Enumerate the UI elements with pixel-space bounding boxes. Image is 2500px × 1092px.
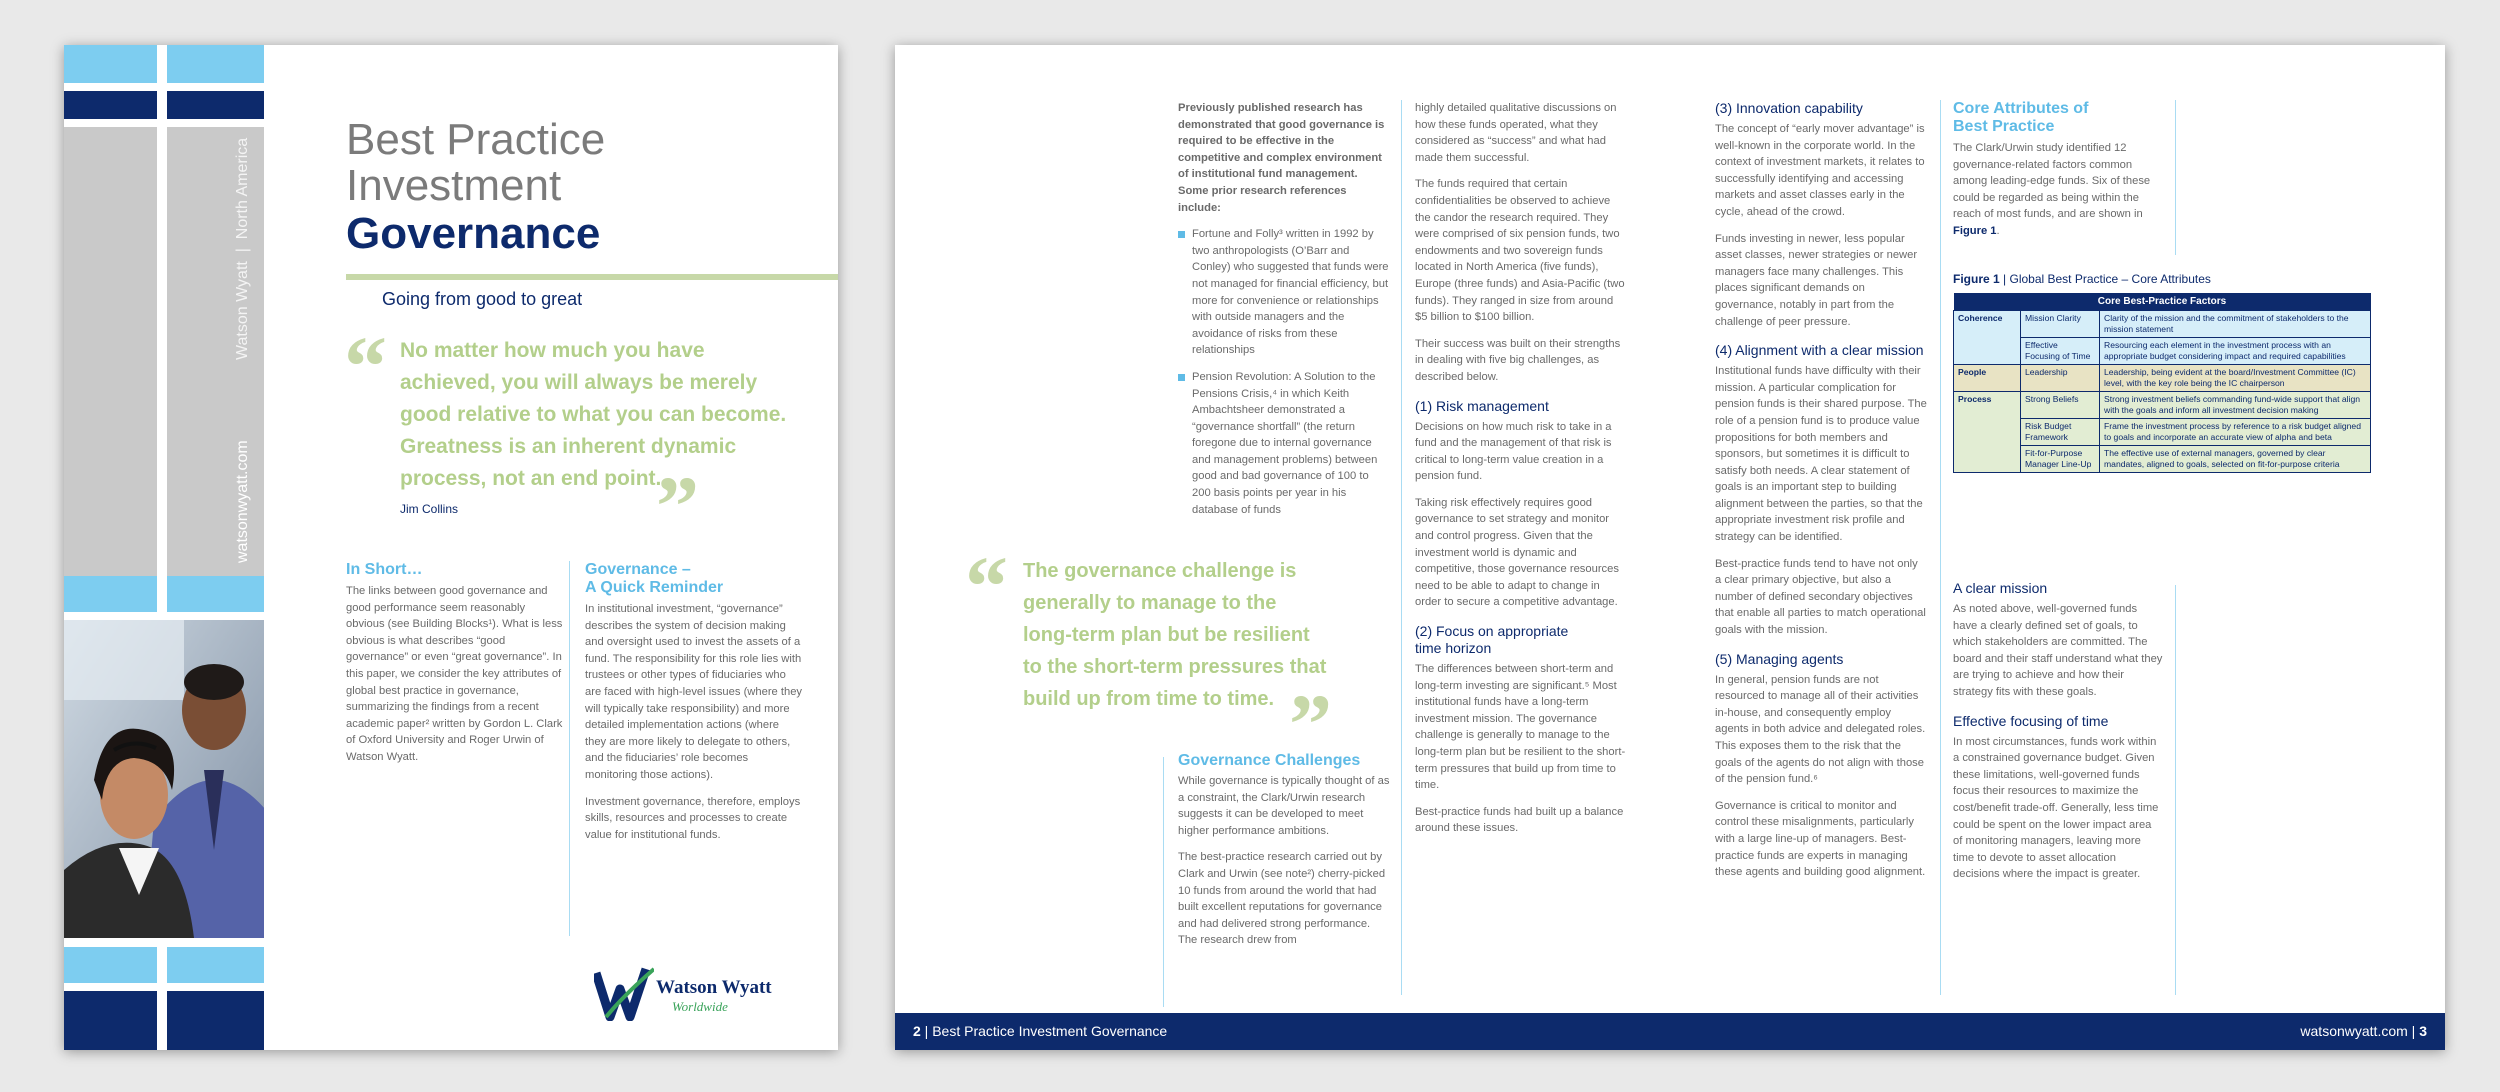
cover-quote: No matter how much you have achieved, you will always be merely good relative to what you can become. Greatness is an inherent dynamic process, not an end point. — [400, 339, 787, 490]
spread-quote: The governance challenge is generally to manage to the long-term plan but be resilient to the short-term pressures that build up from time to time. — [1023, 560, 1327, 710]
column-divider — [1401, 100, 1402, 995]
col2-text: highly detailed qualitative discussions on how these funds operated, what they considered as “success” and what had made them successful. The funds required that certain confidentialities be observed to achieve the candor the research required. They were comprised of six pension funds, two endowments and two sovereign funds located in North America (five funds), Europe (three funds) and Asia-Pacific (two funds). They ranged in size from around $5 billion to $100 billion. Their success was built on their strengths in dealing with five big challenges, as described below. (1) Risk management Decisions on how much risk to take in a fund and the management of that risk is critical to long-term value creation in a pension fund. Taking risk effectively requires good governance to set strategy and monitor and control progress. Given that the investment world is dynamic and competitive, those governance resources need to be able to adapt to change in order to secure a competitive advantage. (2) Focus on appropriate time horizon The differences between short-term and long-term investing are significant.⁵ Most institutional funds have a long-term investment mission. The governance challenge is generally to manage to the long-term plan but be resilient to the short-term pressures that build up from time to time. Best-practice funds had built up a balance around these issues. — [1415, 102, 1626, 835]
core-attributes-heading: Core Attributes of Best Practice — [1953, 100, 2089, 135]
close-quote-icon: ” — [1289, 676, 1332, 772]
band-block — [167, 576, 264, 612]
close-quote-icon: ” — [656, 458, 699, 554]
band-block — [167, 91, 264, 119]
band-block — [64, 127, 157, 612]
band-block — [64, 991, 157, 1050]
table-header: Core Best-Practice Factors — [1954, 293, 2371, 311]
band-block — [64, 45, 157, 83]
core-attributes-text: The Clark/Urwin study identified 12 governance-related factors common among leading-edge funds. Six of these could be regarded as being within the reach of most funds, and are shown in Figure 1. — [1953, 142, 2151, 237]
footer-left: 2 | Best Practice Investment Governance — [913, 1023, 1168, 1039]
title-line-3: Governance — [346, 209, 601, 258]
table-row: Effective Focusing of Time Resourcing each element in the investment process with an appropriate budget considering impact and required capabilities — [1954, 338, 2371, 365]
column-divider — [1940, 100, 1941, 995]
title-line-2: Investment — [346, 161, 562, 210]
cover-subtitle: Going from good to great — [382, 289, 583, 309]
band-block — [167, 991, 264, 1050]
reminder-heading: Governance – A Quick Reminder — [585, 561, 724, 596]
logo-w-icon — [594, 965, 654, 1021]
core-factors-table — [1953, 293, 2371, 473]
band-block — [167, 45, 264, 83]
band-block — [64, 947, 157, 983]
side-brand: Watson Wyatt | North America — [234, 137, 251, 360]
figure-caption: Figure 1 | Global Best Practice – Core Attributes — [1953, 272, 2211, 286]
open-quote-icon: “ — [965, 538, 1008, 634]
band-block — [167, 947, 264, 983]
column-divider — [2175, 585, 2176, 995]
column-divider — [569, 561, 570, 936]
figure-link[interactable]: Figure 1 — [1953, 224, 1997, 237]
open-quote-icon: “ — [344, 318, 387, 414]
table-row: People Leadership Leadership, being evident at the board/Investment Committee (IC) level, with the key role being the IC chairperson — [1954, 365, 2371, 392]
column-divider — [2175, 100, 2176, 255]
col3-text: (3) Innovation capability The concept of “early mover advantage” is well-known in the corporate world. In the context of investment markets, it relates to successfully identifying and accessing markets and asset classes early in the cycle, ahead of the crowd. Funds investing in newer, less popular asset classes, newer strategies or newer managers face many challenges. This places significant demands on governance, notably in part from the challenge of peer pressure. (4) Alignment with a clear mission Institutional funds have difficulty with their mission. A particular complication for pension funds is their shared purpose. The role of a pension fund is to produce value propositions for both members and sponsors, but sometimes it is difficult to satisfy both needs. A clear statement of goals is an important step to building alignment between the parties, so that the appropriate investment risk profile and strategy can be identified. Best-practice funds tend to have not only a clear primary objective, but also a number of defined secondary objectives that enable all parties to match operational goals with the mission. (5) Managing agents In general, pension funds are not resourced to manage all of their activities in-house, and consequently employ agents in both advice and delegated roles. This exposes them to the risk that the goals of the agents do not align with those of the pension fund.⁶ Governance is critical to monitor and control these misalignments, particularly with a large line-up of managers. Best-practice funds are experts in managing these agents and building good alignment. — [1715, 100, 1927, 879]
challenges-heading: Governance Challenges — [1178, 752, 1361, 769]
column-divider — [1163, 757, 1164, 1007]
title-rule — [346, 274, 838, 280]
side-url: watsonwyatt.com — [234, 440, 251, 563]
quote-author: Jim Collins — [400, 502, 459, 516]
col1-top: Previously published research has demonstrated that good governance is required to be effective in the competitive and complex environment of institutional fund management. Some prior research references include: Fortune and Folly³ written in 1992 by two anthropologists (O’Barr and Conley) who suggested that funds were not managed for financial efficiency, but more for convenience or relationships with outside managers and the avoidance of risks from these relationships Pension Revolution: A Solution to the Pensions Crisis,⁴ in which Keith Ambachtsheer demonstrated a “governance shortfall” (the return foregone due to internal governance and management problems) between good and bad governance of 100 to 200 basis points per year in his database of funds — [1178, 100, 1390, 528]
cover-page: Watson Wyatt | North America watsonwyatt.com Best Practice Investment Governance Going from good to great “ No matter how much you have achieved, you will always be merely good relative to what you can become. Greatness is an inherent dynamic process, not an end point. ” Jim Collins In Short… The links between good governance and good performance seem reasonably obvious (see Building Blocks¹). What is less obvious is what describes “good governance” or even “great governance”. In this paper, we consider the key attributes of global best practice in governance, summarizing the findings from a recent academic paper² written by Gordon L. Clark of Oxford University and Roger Urwin of Watson Wyatt. Governance – A Quick Reminder In institutional investment, “governance” describes the system of decision making and oversight used to invest the assets of a fund. The responsibility for this role lies with trustees or other types of fiduciaries who are faced with high-level issues (where they will typically take responsibility) and more detailed implementation actions (where they are more likely to delegate to others, and the fiduciaries’ role becomes monitoring those actions). Investment governance, therefore, employs skills, resources and processes to create value for institutional funds. Watson Wyatt Worldwide — [64, 45, 838, 1050]
challenges-text: While governance is typically thought of as a constraint, the Clark/Urwin research suggests it can be developed to meet higher performance ambitions. The best-practice research carried out by Clark and Urwin (see note²) cherry-picked 10 funds from around the world that had built excellent reputations for governance and had delivered strong performance. The research drew from — [1178, 775, 1390, 947]
in-short-heading: In Short… — [346, 561, 423, 578]
band-block — [64, 91, 157, 119]
table-row: Risk Budget Framework Frame the investment process by reference to a risk budget aligned to goals and incorporate an accurate view of alpha and beta — [1954, 419, 2371, 446]
in-short-text: The links between good governance and good performance seem reasonably obvious (see Building Blocks¹). What is less obvious is what describes “good governance” or even “great governance”. In this paper, we consider the key attributes of global best practice in governance, summarizing the findings from a recent academic paper² written by Gordon L. Clark of Oxford University and Roger Urwin of Watson Wyatt. — [346, 585, 563, 763]
cover-photo — [64, 620, 264, 938]
side-band — [64, 45, 264, 1050]
title-line-1: Best Practice — [346, 115, 606, 164]
table-row: Fit-for-Purpose Manager Line-Up The effective use of external managers, governed by clear mandates, aligned to goals, selected on fit-for-purpose criteria — [1954, 446, 2371, 473]
col4-lower-text: A clear mission As noted above, well-governed funds have a clearly defined set of goals, to which stakeholders are committed. The board and their staff understand what they are trying to achieve and how their strategy fits with these goals. Effective focusing of time In most circumstances, funds work within a constrained governance budget. Given these limitations, well-governed funds focus their resources to maximize the cost/benefit trade-off. Generally, less time could be spent on the lower impact area of monitoring managers, leaving more time to devote to asset allocation decisions where the impact is greater. — [1953, 580, 2163, 881]
inner-spread — [895, 45, 2445, 1050]
table-row: Coherence Mission Clarity Clarity of the mission and the commitment of stakeholders to the mission statement — [1954, 311, 2371, 338]
reminder-text: In institutional investment, “governance” describes the system of decision making and oversight used to invest the assets of a fund. The responsibility for this role lies with trustees or other types of fiduciaries who are faced with high-level issues (where they will typically take responsibility) and more detailed implementation actions (where they are more likely to delegate to others, and the fiduciaries’ role becomes monitoring those actions). Investment governance, therefore, employs skills, resources and processes to create value for institutional funds. — [585, 603, 803, 841]
band-block — [64, 576, 157, 612]
page-footer — [895, 1013, 2445, 1050]
footer-right: watsonwyatt.com | 3 — [2300, 1023, 2427, 1039]
table-row: Process Strong Beliefs Strong investment beliefs commanding fund-wide support that align with the goals and inform all investment decision making — [1954, 392, 2371, 419]
